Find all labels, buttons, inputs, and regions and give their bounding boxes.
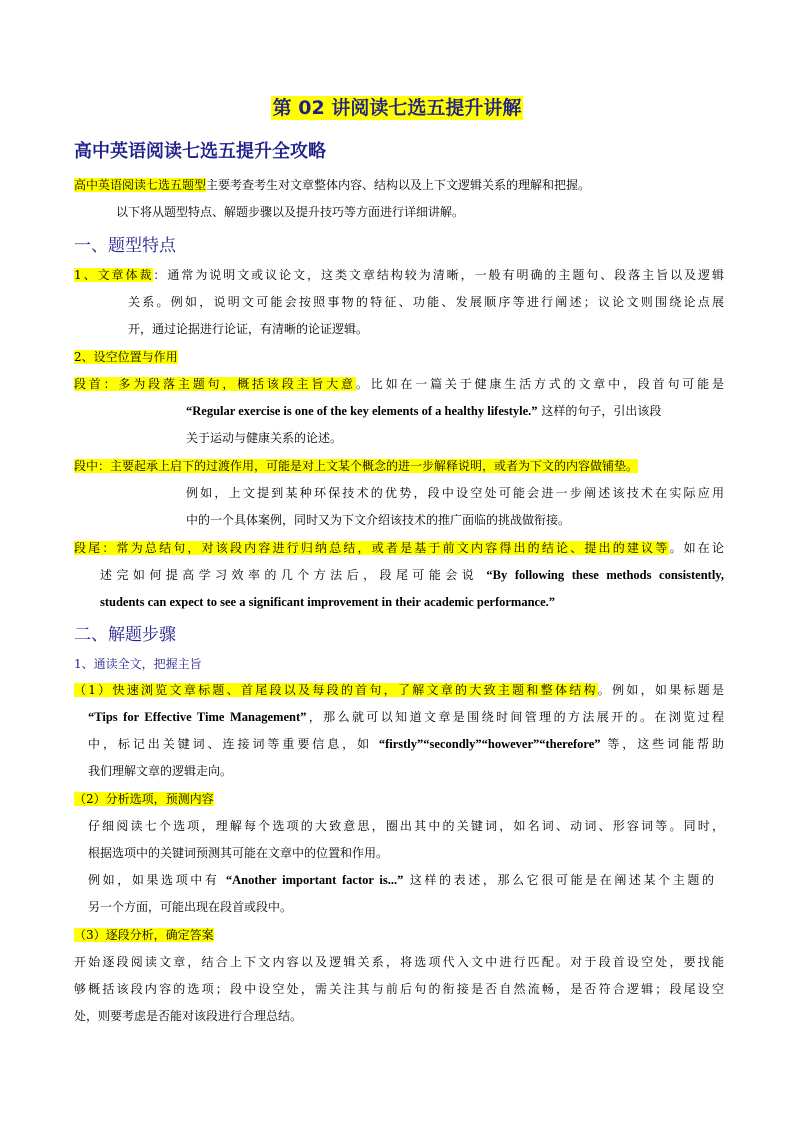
s3-heading: （3）逐段分析，确定答案 xyxy=(74,928,214,942)
intro-line-2: 以下将从题型特点、解题步骤以及提升技巧等方面进行详细讲解。 xyxy=(116,205,465,219)
s1-line-2: “Tips for Effective Time Management”，那么就可以知道文章是围绕时间管理的方法展开的。在浏览过程 xyxy=(88,710,724,724)
item1-line-1: 1、文章体裁：通常为说明文或议论文，这类文章结构较为清晰，一般有明确的主题句、段落主旨以及逻辑 xyxy=(74,268,724,282)
s2-heading: （2）分析选项，预测内容 xyxy=(74,792,214,806)
intro-line-1: 高中英语阅读七选五题型主要考查考生对文章整体内容、结构以及上下文逻辑关系的理解和把握。 xyxy=(74,178,591,192)
p3-line-3: students can expect to see a significant improvement in their academic performance.” xyxy=(100,595,556,609)
s1-line-4: 我们理解文章的逻辑走向。 xyxy=(88,764,233,778)
item1-line-3: 开，通过论据进行论证，有清晰的论证逻辑。 xyxy=(128,322,369,336)
s3-line-1: 开始逐段阅读文章，结合上下文内容以及逻辑关系，将选项代入文中进行匹配。对于段首设空处，要找能 xyxy=(74,955,724,969)
p3-line-2: 述完如何提高学习效率的几个方法后，段尾可能会说 “By following these methods consistently, xyxy=(100,568,724,582)
s1-line-1: （1）快速浏览文章标题、首尾段以及每段的首句，了解文章的大致主题和整体结构。例如，如果标题是 xyxy=(74,683,724,697)
p2-line-3: 中的一个具体案例，同时又为下文介绍该技术的推广面临的挑战做衔接。 xyxy=(186,513,571,527)
p2-line-1: 段中：主要起承上启下的过渡作用，可能是对上文某个概念的进一步解释说明，或者为下文的内容做铺垫。 xyxy=(74,459,639,473)
section2-heading: 二、解题步骤 xyxy=(74,625,176,645)
p3-line-1: 段尾：常为总结句，对该段内容进行归纳总结，或者是基于前文内容得出的结论、提出的建议等。如在论 xyxy=(74,541,724,555)
s2-line-3: 例如，如果选项中有 “Another important factor is...” 这样的表述，那么它很可能是在阐述某个主题的 xyxy=(88,873,714,887)
step1-heading: 1、通读全文，把握主旨 xyxy=(74,657,202,671)
s2-line-2: 根据选项中的关键词预测其可能在文章中的位置和作用。 xyxy=(88,846,389,860)
p1-line-2: “Regular exercise is one of the key elements of a healthy lifestyle.” 这样的句子，引出该段 xyxy=(186,404,662,418)
p1-line-3: 关于运动与健康关系的论述。 xyxy=(186,431,343,445)
s2-line-4: 另一个方面，可能出现在段首或段中。 xyxy=(88,900,293,914)
s2-line-1: 仔细阅读七个选项，理解每个选项的大致意思，圈出其中的关键词，如名词、动词、形容词等。同时， xyxy=(88,819,724,833)
section1-heading: 一、题型特点 xyxy=(74,236,176,256)
item2-heading: 2、设空位置与作用 xyxy=(74,350,178,364)
s3-line-2: 够概括该段内容的选项；段中设空处，需关注其与前后句的衔接是否自然流畅，是否符合逻辑；段尾设空 xyxy=(74,982,724,996)
s1-line-3: 中，标记出关键词、连接词等重要信息，如 “firstly”“secondly”“however”“therefore” 等，这些词能帮助 xyxy=(88,737,724,751)
s3-line-3: 处，则要考虑是否能对该段进行合理总结。 xyxy=(74,1009,303,1023)
p1-line-1: 段首：多为段落主题句，概括该段主旨大意。比如在一篇关于健康生活方式的文章中，段首句可能是 xyxy=(74,377,724,391)
p2-line-2: 例如，上文提到某种环保技术的优势，段中设空处可能会进一步阐述该技术在实际应用 xyxy=(186,486,724,500)
page-title: 第 02 讲阅读七选五提升讲解 xyxy=(272,97,522,119)
subtitle: 高中英语阅读七选五提升全攻略 xyxy=(74,141,326,162)
item1-line-2: 关系。例如，说明文可能会按照事物的特征、功能、发展顺序等进行阐述；议论文则围绕论点展 xyxy=(128,295,724,309)
